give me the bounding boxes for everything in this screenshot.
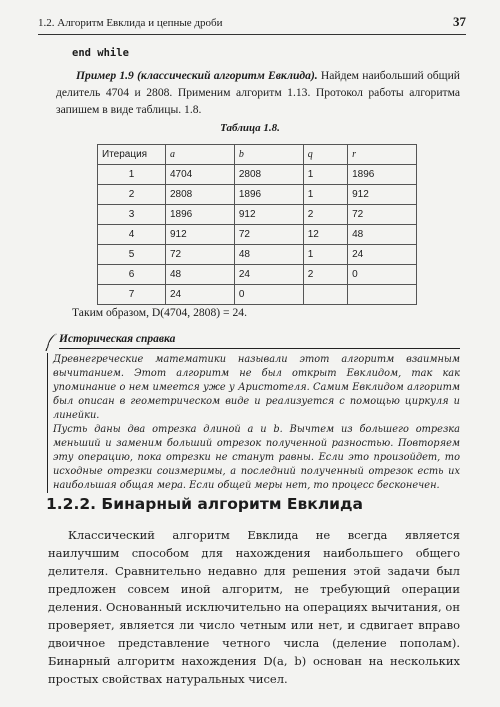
table-cell: 912	[234, 205, 303, 225]
table-cell: 24	[234, 265, 303, 285]
section-paragraph: Классический алгоритм Евклида не всегда является наилучшим способом для нахождения наибольшего общего делителя. Сравнительно недавно для решения этой задачи был предложен совсем иной алгоритм, не требующий операции деления. Основанный исключительно на операциях вычитания, он проверяет, является ли число четным или нет, и сдвигает вправо двоичное представление четного числа (деление пополам). Бинарный алгоритм нахождения D(a, b) основан на нескольких простых свойствах натуральных чисел.	[48, 528, 460, 686]
end-while-line: end while	[72, 47, 129, 59]
table-cell: 2	[303, 265, 347, 285]
table-cell: 6	[98, 265, 166, 285]
table-row	[98, 205, 417, 225]
table-cell: 48	[348, 225, 417, 245]
table-header-row	[98, 145, 417, 165]
table-row	[98, 165, 417, 185]
table-cell: 2	[98, 185, 166, 205]
historical-note-body	[47, 353, 460, 493]
table-row	[98, 265, 417, 285]
table-cell: 4	[98, 225, 166, 245]
table-cell: 1	[303, 245, 347, 265]
table-row	[98, 185, 417, 205]
table-cell: 1	[303, 185, 347, 205]
section-heading: 1.2.2. Бинарный алгоритм Евклида	[46, 495, 364, 513]
table-cell: 1	[98, 165, 166, 185]
table-cell: 1	[303, 165, 347, 185]
table-cell: 24	[348, 245, 417, 265]
example-paragraph	[56, 67, 460, 118]
running-head	[38, 14, 466, 35]
table-cell: 72	[166, 245, 235, 265]
historical-note-paragraph: Древнегреческие математики называли этот алгоритм взаимным вычитанием. Этот алгоритм не был открыт Евклидом, так как упоминание о нем имеется уже у Аристотеля. Самим Евклидом алгоритм был описан в геометрическом виде и реализуется с помощью циркуля и линейки.	[53, 354, 460, 421]
header-b: b	[234, 145, 303, 165]
table-cell: 0	[234, 285, 303, 305]
example-text: Найдем наибольший общий делитель 4704 и 2808. Применим алгоритм 1.13. Протокол работы алгоритма запишем в виде таблицы. 1.8.	[56, 69, 460, 116]
running-title: 1.2. Алгоритм Евклида и цепные дроби	[38, 17, 223, 29]
table-cell: 12	[303, 225, 347, 245]
table-cell: 48	[234, 245, 303, 265]
conclusion-line: Таким образом, D(4704, 2808) = 24.	[72, 306, 247, 319]
table-cell: 48	[166, 265, 235, 285]
example-lead: Пример 1.9 (классический алгоритм Евклида).	[76, 69, 318, 82]
header-iteration: Итерация	[98, 145, 166, 165]
table-row	[98, 225, 417, 245]
protocol-table	[97, 144, 417, 305]
table-cell	[303, 285, 347, 305]
header-q: q	[303, 145, 347, 165]
historical-note	[45, 333, 460, 493]
table-caption: Таблица 1.8.	[220, 122, 280, 134]
table-cell	[348, 285, 417, 305]
table-cell: 912	[348, 185, 417, 205]
table-cell: 1896	[166, 205, 235, 225]
table-cell: 1896	[234, 185, 303, 205]
table-cell: 912	[166, 225, 235, 245]
header-a: a	[166, 145, 235, 165]
table-cell: 5	[98, 245, 166, 265]
table-cell: 2808	[234, 165, 303, 185]
table-cell: 72	[348, 205, 417, 225]
table-cell: 2808	[166, 185, 235, 205]
table-cell: 3	[98, 205, 166, 225]
table-cell: 0	[348, 265, 417, 285]
page-number: 37	[453, 14, 466, 29]
table-cell: 1896	[348, 165, 417, 185]
table-row	[98, 245, 417, 265]
header-r: r	[348, 145, 417, 165]
table-cell: 4704	[166, 165, 235, 185]
historical-note-paragraph: Пусть даны два отрезка длиной a и b. Вычтем из большего отрезка меньший и заменим больший отрезок полученной разностью. Повторяем эту операцию, пока отрезки не станут равны. Если это произойдет, то исходные отрезки соизмеримы, а последний полученный отрезок есть их наибольшая общая мера. Если общей меры нет, то процесс бесконечен.	[53, 424, 460, 491]
table-cell: 7	[98, 285, 166, 305]
quill-icon	[45, 333, 58, 355]
table-cell: 2	[303, 205, 347, 225]
historical-note-title: Историческая справка	[59, 333, 460, 349]
table-row	[98, 285, 417, 305]
table-cell: 24	[166, 285, 235, 305]
table-cell: 72	[234, 225, 303, 245]
